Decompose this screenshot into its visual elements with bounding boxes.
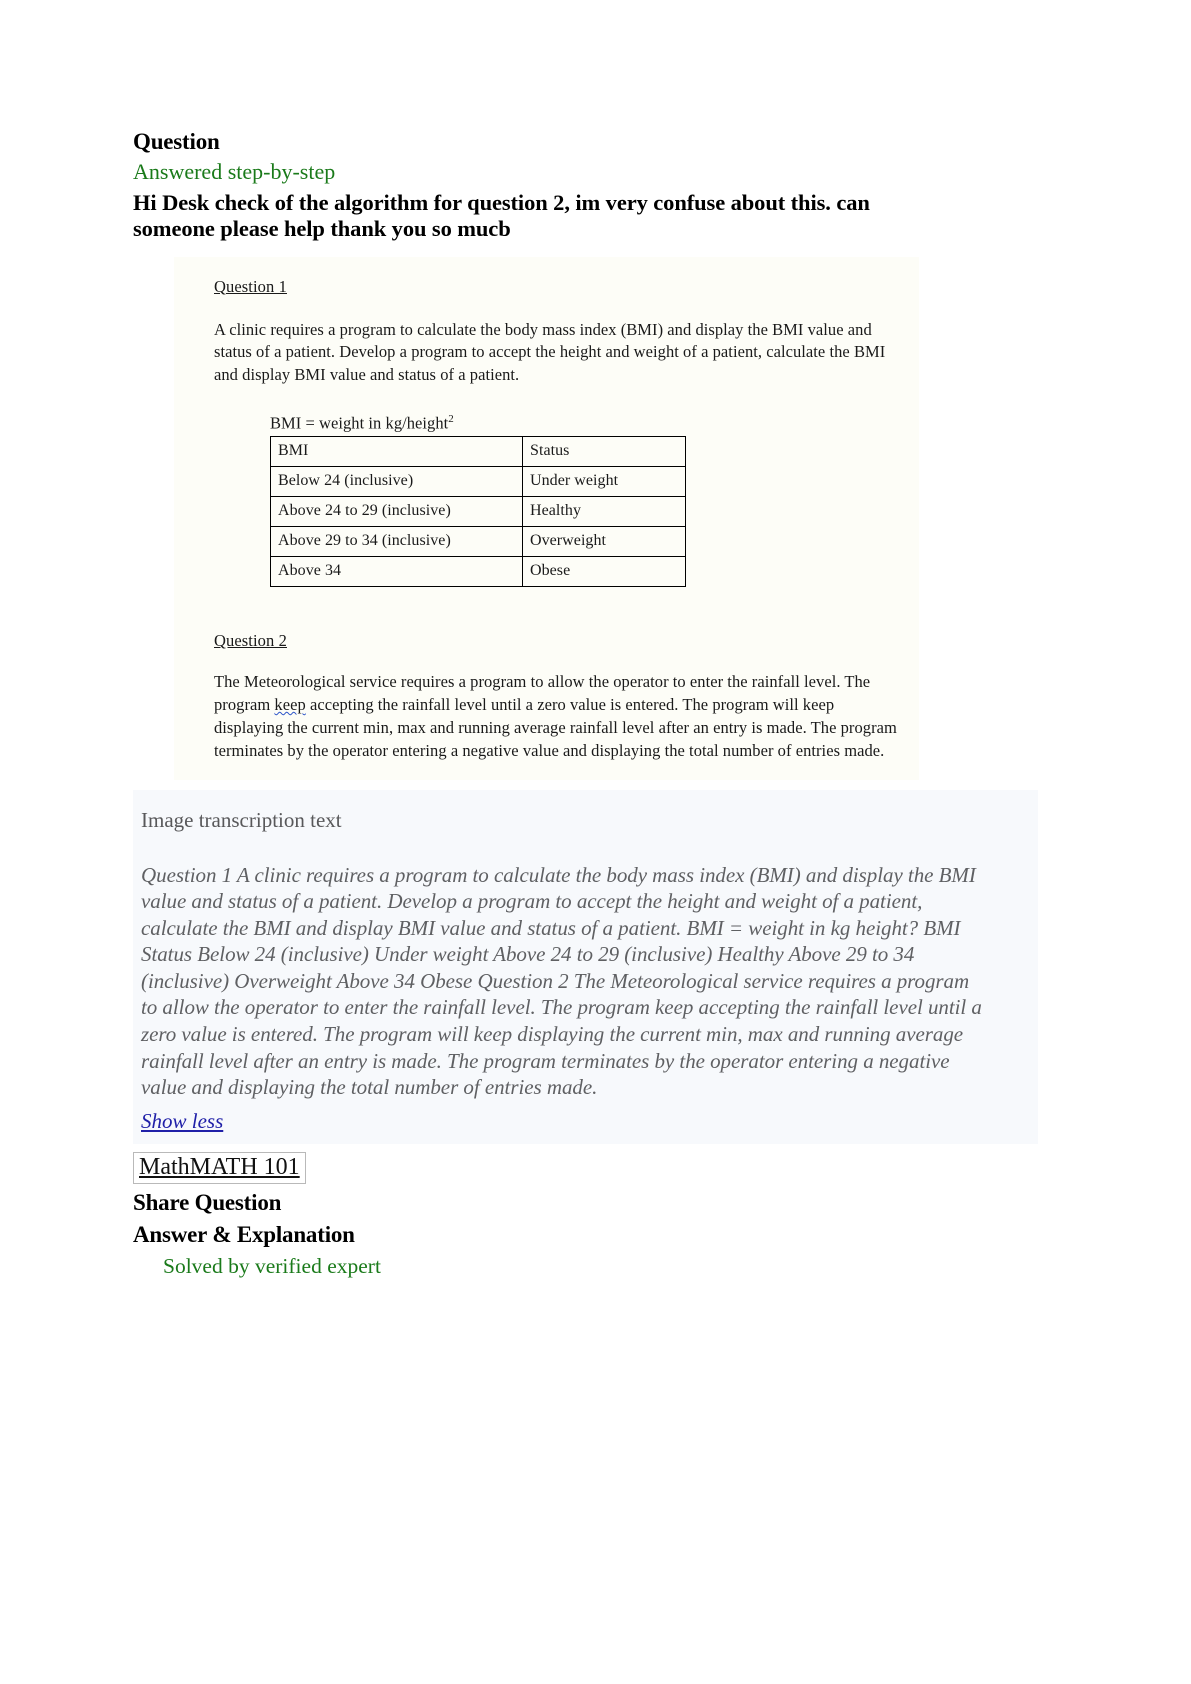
table-row bbox=[271, 527, 686, 557]
bmi-status-table bbox=[270, 436, 686, 587]
page-title: Question bbox=[133, 129, 220, 154]
table-cell-status: Healthy bbox=[523, 497, 686, 527]
table-cell-bmi-range: Above 24 to 29 (inclusive) bbox=[271, 497, 523, 527]
image-question-2-paragraph bbox=[214, 671, 904, 762]
bmi-formula-text: BMI = weight in kg/height bbox=[270, 413, 449, 433]
table-row bbox=[271, 557, 686, 587]
transcription-heading: Image transcription text bbox=[141, 808, 342, 833]
image-transcription-panel bbox=[133, 790, 1038, 1143]
solved-by-verified-expert-label: Solved by verified expert bbox=[163, 1254, 381, 1279]
table-cell-status: Overweight bbox=[523, 527, 686, 557]
spellcheck-flagged-word: keep bbox=[274, 695, 306, 715]
page-content bbox=[133, 128, 1038, 1280]
attached-question-image bbox=[174, 257, 919, 781]
share-question-button[interactable]: Share Question bbox=[133, 1190, 282, 1216]
answer-status-badge: Answered step-by-step bbox=[133, 159, 336, 185]
image-question-1-heading: Question 1 bbox=[214, 276, 287, 296]
table-cell-status: Obese bbox=[523, 557, 686, 587]
image-question-1-paragraph: A clinic requires a program to calculate the body mass index (BMI) and display the BMI value and status of a patient. Develop a program to accept the height and weight of a patient, calculate the BMI and display BMI value and status of a patient. bbox=[214, 319, 886, 385]
table-cell-bmi-range: Above 29 to 34 (inclusive) bbox=[271, 527, 523, 557]
bmi-table-body bbox=[271, 437, 686, 587]
q2-text-part-1: The Meteorological service requires a program to allow the operator to enter the rainfall level. The program bbox=[214, 672, 871, 715]
table-cell-bmi-range: Below 24 (inclusive) bbox=[271, 467, 523, 497]
bmi-formula-exponent: 2 bbox=[448, 412, 454, 425]
course-badge[interactable]: MathMATH 101 bbox=[133, 1152, 306, 1184]
show-less-link[interactable]: Show less bbox=[141, 1108, 224, 1133]
table-row bbox=[271, 467, 686, 497]
q2-text-part-2: accepting the rainfall level until a zero value is entered. The program will keep displaying the current min, max and running average rainfall level after an entry is made. The program terminates by the operator entering a negative value and displaying the total number of entries made. bbox=[214, 695, 897, 760]
answer-explanation-heading: Answer & Explanation bbox=[133, 1221, 355, 1247]
table-row bbox=[271, 437, 686, 467]
footer-section bbox=[133, 1144, 1038, 1280]
question-body-text: Hi Desk check of the algorithm for question 2, im very confuse about this. can someone please help thank you so mucb bbox=[133, 189, 870, 242]
table-cell-bmi-range: Above 34 bbox=[271, 557, 523, 587]
transcription-text: Question 1 A clinic requires a program to calculate the body mass index (BMI) and display the BMI value and status of a patient. Develop a program to accept the height and weight of a patient, calculate the BMI and display BMI value and status of a patient. BMI = weight in kg height? BMI Status Below 24 (inclusive) Under weight Above 24 to 29 (inclusive) Healthy Above 29 to 34 (inclusive) Overweight Above 34 Obese Question 2 The Meteorological service requires a program to allow the operator to enter the rainfall level. The program keep accepting the rainfall level until a zero value is entered. The program will keep displaying the current min, max and running average rainfall level after an entry is made. The program terminates by the operator entering a negative value and displaying the total number of entries made. bbox=[141, 862, 982, 1100]
image-section-spacer bbox=[214, 587, 905, 631]
table-row bbox=[271, 497, 686, 527]
table-header-cell-status: Status bbox=[523, 437, 686, 467]
bmi-formula bbox=[270, 413, 905, 434]
table-header-cell-bmi: BMI bbox=[271, 437, 523, 467]
image-question-2-heading: Question 2 bbox=[214, 631, 287, 651]
table-cell-status: Under weight bbox=[523, 467, 686, 497]
